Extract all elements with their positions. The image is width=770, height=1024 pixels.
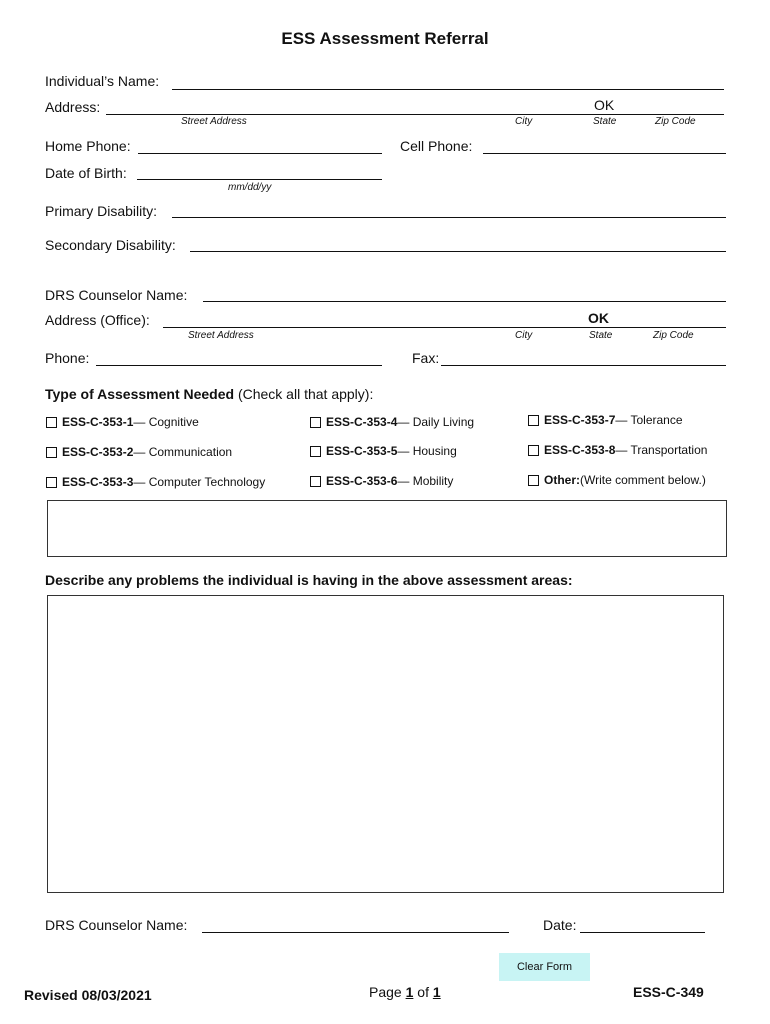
- street-address-caption: Street Address: [181, 116, 247, 127]
- checkbox-ess-c-353-7[interactable]: [528, 413, 683, 427]
- checkbox-square[interactable]: [528, 445, 539, 456]
- checkbox-ess-c-353-4[interactable]: [310, 415, 474, 429]
- dob-format-caption: mm/dd/yy: [228, 182, 272, 193]
- revised-date: Revised 08/03/2021: [24, 987, 152, 1003]
- zip-caption: Zip Code: [655, 116, 696, 127]
- page-total: 1: [432, 984, 441, 1000]
- checkbox-square[interactable]: [46, 417, 57, 428]
- option-desc: — Computer Technology: [133, 475, 266, 489]
- checkbox-square[interactable]: [46, 477, 57, 488]
- option-code: ESS-C-353-8: [544, 443, 616, 457]
- checkbox-square[interactable]: [310, 446, 321, 457]
- state-value: OK: [594, 97, 615, 113]
- page-current: 1: [405, 984, 414, 1000]
- option-code: ESS-C-353-6: [326, 474, 398, 488]
- option-desc: — Tolerance: [615, 413, 683, 427]
- city-caption: City: [515, 116, 533, 127]
- cell-phone-label: Cell Phone:: [400, 138, 473, 154]
- office-address-label: Address (Office):: [45, 312, 150, 328]
- option-desc: — Housing: [397, 444, 457, 458]
- checkbox-ess-c-353-2[interactable]: [46, 445, 232, 459]
- footer-counselor-field[interactable]: [202, 932, 509, 933]
- page-indicator: [369, 984, 441, 1000]
- option-desc: — Transportation: [615, 443, 708, 457]
- primary-disability-field[interactable]: [172, 217, 726, 218]
- option-desc: (Write comment below.): [580, 473, 706, 487]
- option-desc: — Daily Living: [397, 415, 475, 429]
- checkbox-ess-c-353-5[interactable]: [310, 444, 457, 458]
- date-label: Date:: [543, 917, 577, 933]
- dob-field[interactable]: [137, 179, 382, 180]
- checkbox-square[interactable]: [528, 475, 539, 486]
- describe-problems-label: Describe any problems the individual is having in the above assessment areas:: [45, 572, 573, 588]
- option-code: ESS-C-353-4: [326, 415, 398, 429]
- option-desc: — Cognitive: [133, 415, 199, 429]
- address-field[interactable]: [106, 114, 724, 115]
- checkbox-square[interactable]: [310, 476, 321, 487]
- page-title: ESS Assessment Referral: [281, 29, 489, 48]
- address-label: Address:: [45, 99, 101, 115]
- counselor-fax-field[interactable]: [441, 365, 726, 366]
- option-desc: — Mobility: [397, 474, 454, 488]
- option-code: ESS-C-353-1: [62, 415, 134, 429]
- option-code: Other:: [544, 473, 580, 487]
- assessment-heading: [45, 386, 373, 402]
- option-code: ESS-C-353-3: [62, 475, 134, 489]
- secondary-disability-field[interactable]: [190, 251, 726, 252]
- individual-name-label: Individual’s Name:: [45, 73, 160, 89]
- checkbox-square[interactable]: [528, 415, 539, 426]
- counselor-phone-label: Phone:: [45, 350, 90, 366]
- state-caption: State: [593, 116, 617, 127]
- office-zip-caption: Zip Code: [653, 330, 694, 341]
- checkbox-ess-c-353-8[interactable]: [528, 443, 707, 457]
- checkbox-ess-c-353-1[interactable]: [46, 415, 199, 429]
- counselor-phone-field[interactable]: [96, 365, 382, 366]
- option-code: ESS-C-353-7: [544, 413, 616, 427]
- page-of: of: [413, 984, 433, 1000]
- clear-form-button[interactable]: Clear Form: [499, 953, 590, 981]
- office-street-caption: Street Address: [188, 330, 254, 341]
- checkbox-square[interactable]: [46, 447, 57, 458]
- office-address-field[interactable]: [163, 327, 726, 328]
- home-phone-label: Home Phone:: [45, 138, 131, 154]
- checkbox-other[interactable]: [528, 473, 706, 487]
- checkbox-ess-c-353-3[interactable]: [46, 475, 265, 489]
- cell-phone-field[interactable]: [483, 153, 726, 154]
- assessment-heading-bold: Type of Assessment Needed: [45, 386, 235, 402]
- option-code: ESS-C-353-5: [326, 444, 398, 458]
- assessment-heading-rest: (Check all that apply):: [234, 386, 374, 402]
- footer-counselor-label: DRS Counselor Name:: [45, 917, 188, 933]
- checkbox-square[interactable]: [310, 417, 321, 428]
- counselor-name-label: DRS Counselor Name:: [45, 287, 188, 303]
- form-id: ESS-C-349: [633, 984, 704, 1000]
- checkbox-ess-c-353-6[interactable]: [310, 474, 453, 488]
- counselor-name-field[interactable]: [203, 301, 726, 302]
- other-comment-textarea[interactable]: [47, 500, 727, 557]
- office-state-caption: State: [589, 330, 613, 341]
- individual-name-field[interactable]: [172, 89, 724, 90]
- option-code: ESS-C-353-2: [62, 445, 134, 459]
- date-field[interactable]: [580, 932, 705, 933]
- page-prefix: Page: [369, 984, 406, 1000]
- dob-label: Date of Birth:: [45, 165, 127, 181]
- describe-problems-textarea[interactable]: [47, 595, 724, 893]
- option-desc: — Communication: [133, 445, 233, 459]
- home-phone-field[interactable]: [138, 153, 382, 154]
- primary-disability-label: Primary Disability:: [45, 203, 158, 219]
- office-city-caption: City: [515, 330, 533, 341]
- office-state-value: OK: [588, 310, 609, 326]
- counselor-fax-label: Fax:: [412, 350, 440, 366]
- secondary-disability-label: Secondary Disability:: [45, 237, 176, 253]
